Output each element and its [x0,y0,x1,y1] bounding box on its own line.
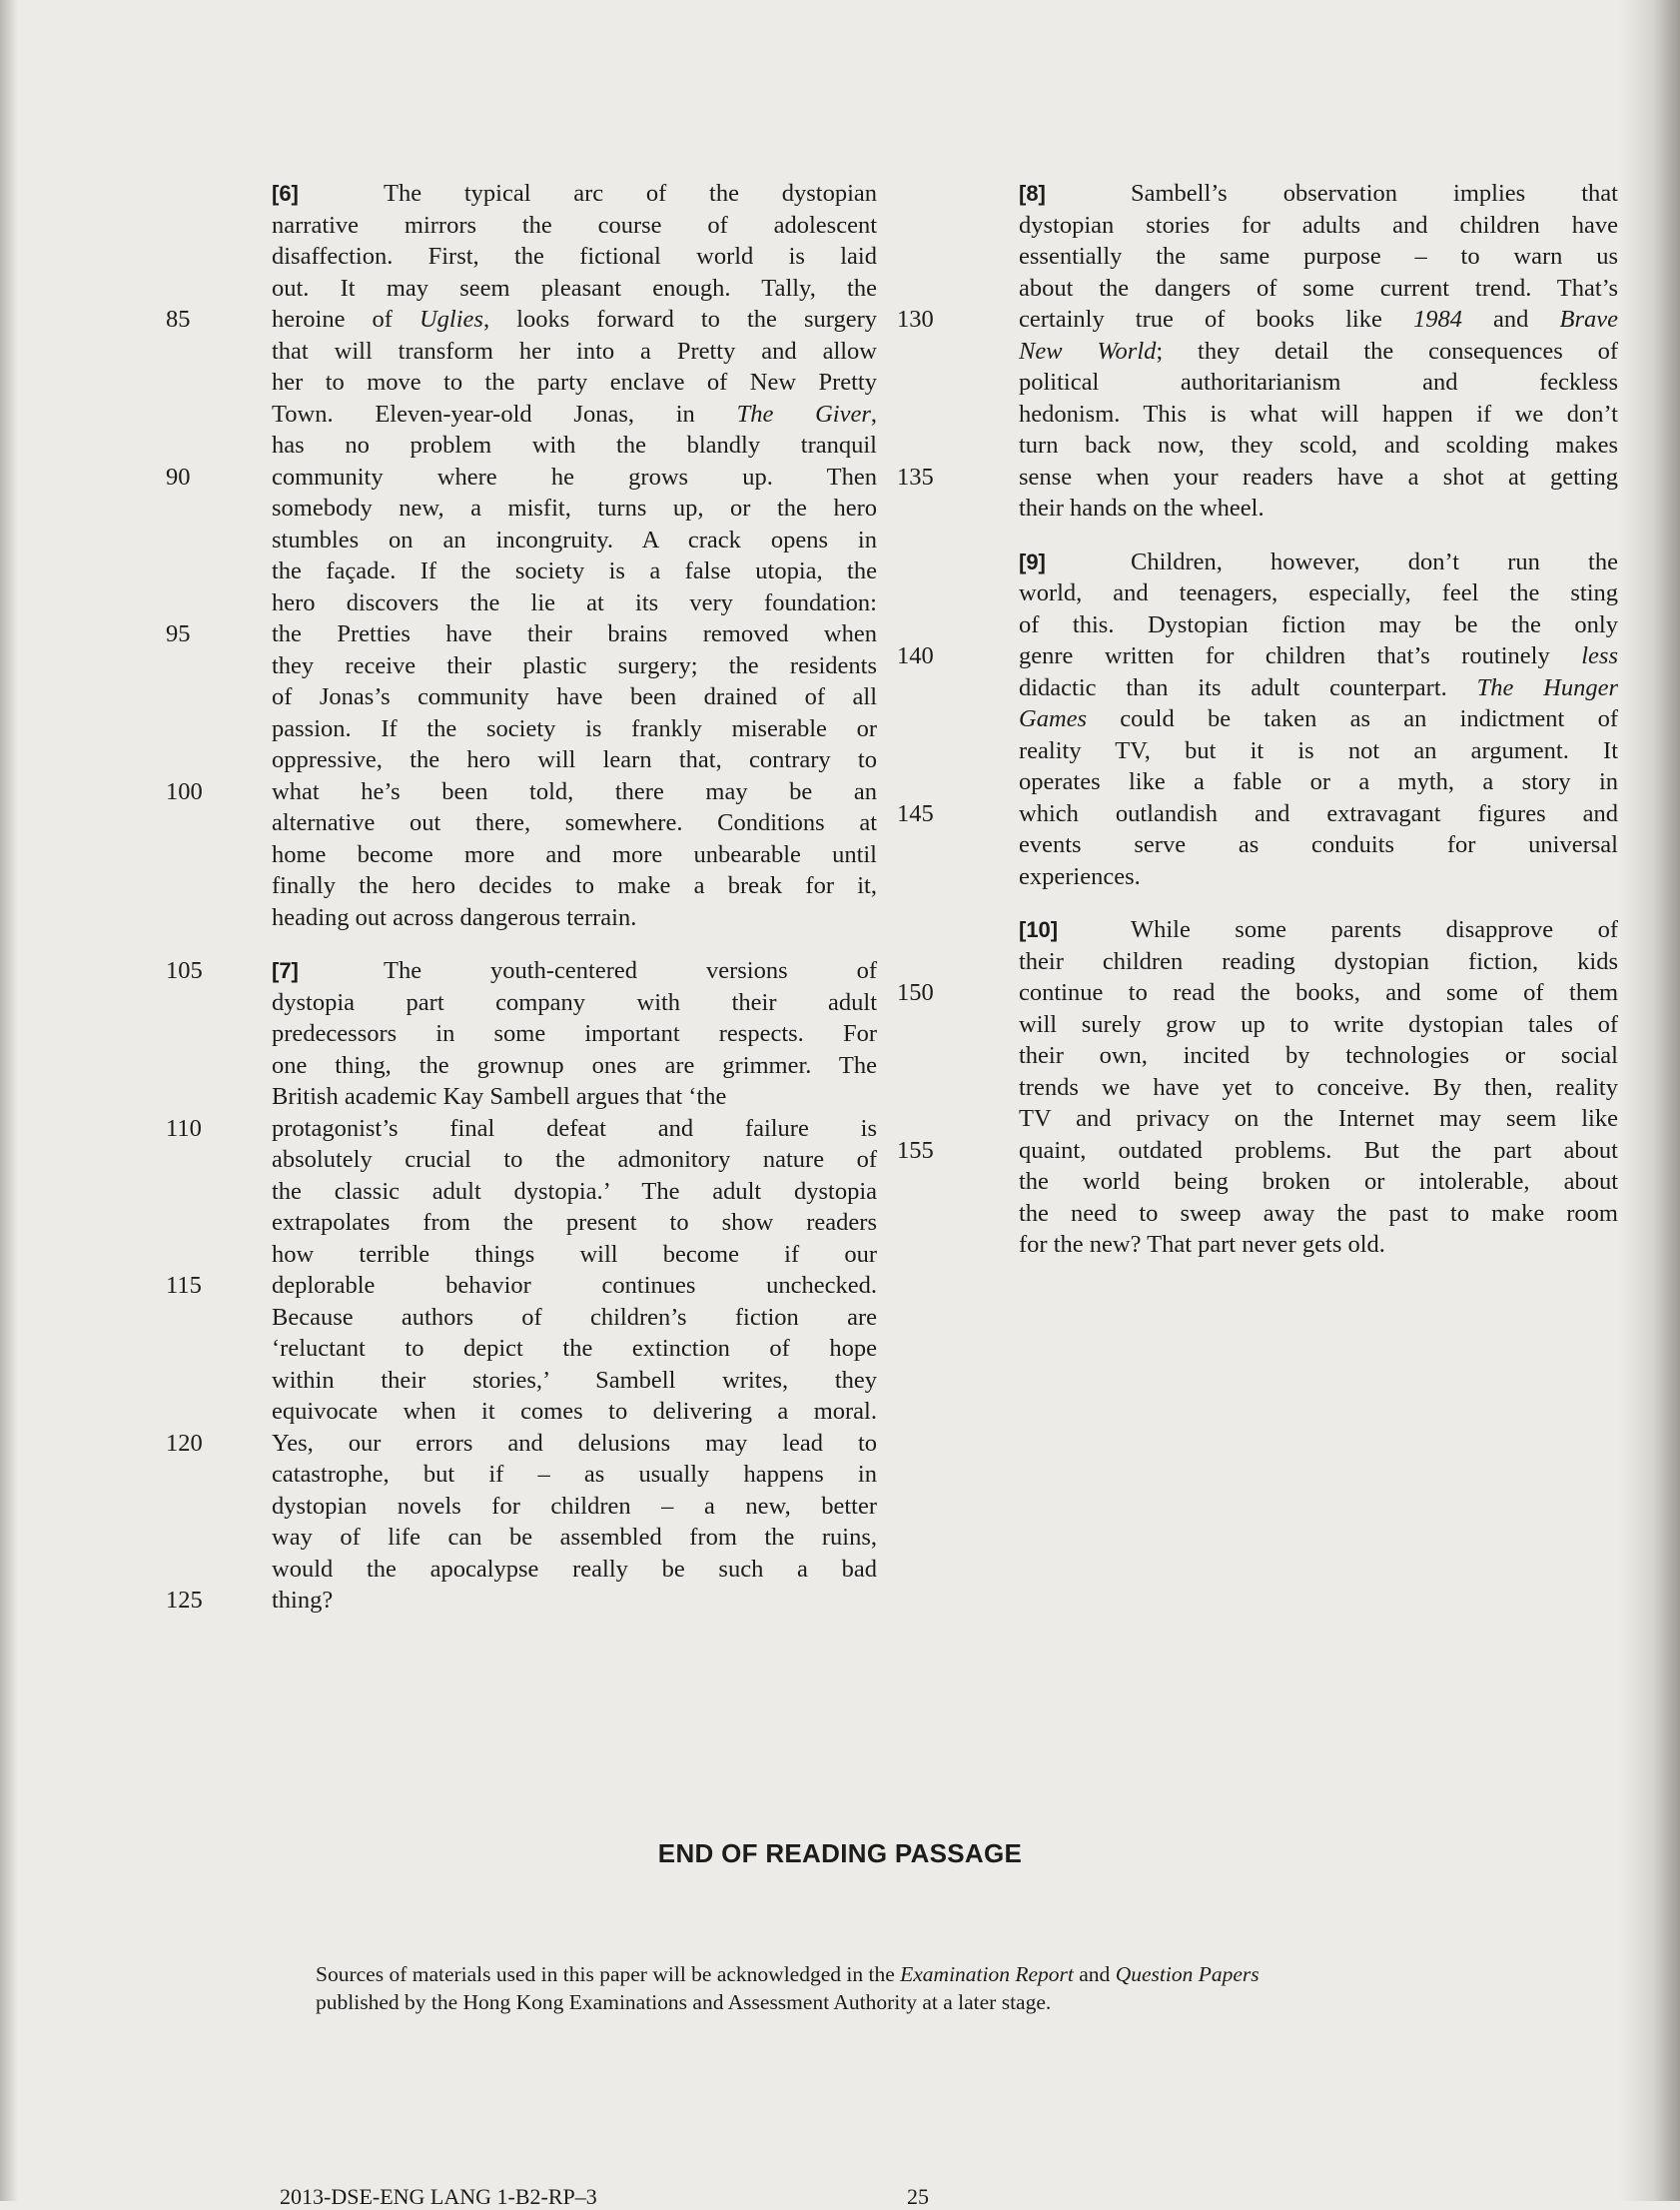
text-run: published by the Hong Kong Examinations and Assessment Authority at a later stage. [316,1990,1052,2014]
text-line [1019,1009,1618,1041]
text-line [272,1018,877,1050]
italic-title: 1984 [1412,306,1462,333]
text-line [272,587,877,619]
text-run: events serve as conduits for universal [1019,831,1618,858]
text-run: the façade. If the society is a false utopia, the [272,557,877,584]
text-run: protagonist’s final defeat and failure is [272,1114,877,1142]
text-run: The typical arc of the dystopian [384,180,877,207]
text-run: thing? [272,1587,334,1614]
sources-note [316,1960,1606,2016]
line-number: 155 [897,1136,934,1164]
text-line [1019,1072,1618,1104]
text-run: genre written for children that’s routinely [1019,642,1582,669]
text-run: that will transform her into a Pretty and allow [272,337,877,365]
end-of-passage-heading: END OF READING PASSAGE [657,1838,1023,1868]
line-number: 150 [897,979,934,1006]
text-line [272,1333,877,1365]
text-run: the world being broken or intolerable, about [1019,1168,1618,1195]
paragraph-number: [8] [1019,181,1046,206]
text-run: essentially the same purpose – to warn us [1019,243,1618,270]
italic-title: Question Papers [1115,1962,1260,1986]
italic-title: Brave [1559,306,1618,333]
text-line [897,640,1618,672]
text-line [272,178,877,210]
italic-title: Uglies [419,306,483,333]
text-line [272,1239,877,1271]
text-line [272,399,877,431]
text-line [1019,273,1618,305]
text-line [272,1522,877,1554]
text-run: TV and privacy on the Internet may seem like [1019,1105,1618,1132]
text-line [272,650,877,682]
text-run: finally the hero decides to make a break for it, [272,872,877,899]
italic-title: The Hunger [1476,673,1618,701]
text-line [272,525,877,556]
text-run: one thing, the grownup ones are grimmer. The [272,1051,877,1079]
text-line [166,955,877,987]
text-line [166,462,877,494]
text-line [272,210,877,242]
footer-paper-code: 2013-DSE-ENG LANG 1-B2-RP–3 [280,2184,597,2209]
italic-title: New World [1019,337,1157,365]
text-line [272,1365,877,1397]
text-line [897,1135,1618,1167]
text-run: out. It may seem pleasant enough. Tally, the [272,274,877,302]
text-run: dystopian stories for adults and children have [1019,211,1618,239]
italic-title: The Giver [736,400,871,428]
text-run: deplorable behavior continues unchecked. [272,1272,877,1299]
text-line [272,987,877,1019]
paragraph [166,955,877,1617]
text-run: their hands on the wheel. [1019,495,1264,522]
text-line [166,1428,877,1460]
text-line [1019,493,1618,525]
text-line [272,1176,877,1208]
text-run: home become more and more unbearable until [272,840,877,868]
text-run: for the new? That part never gets old. [1019,1231,1385,1258]
text-line [272,273,877,305]
text-line [272,1081,877,1113]
text-line [272,902,877,934]
text-line [1019,430,1618,462]
text-line [1019,1198,1618,1230]
line-number: 120 [166,1429,203,1457]
italic-title: Examination Report [900,1962,1074,1986]
line-number: 145 [897,799,934,827]
paragraph-number: [10] [1019,917,1059,942]
text-line [272,1207,877,1239]
text-run: dystopian novels for children – a new, better [272,1492,877,1520]
text-line [1019,1229,1618,1261]
text-line [272,430,877,462]
line-number: 105 [166,957,203,984]
text-run: quaint, outdated problems. But the part about [1019,1136,1618,1164]
text-run: dystopia part company with their adult [272,988,877,1016]
text-run: trends we have yet to conceive. By then, reality [1019,1073,1618,1101]
text-run: Yes, our errors and delusions may lead to [272,1429,877,1457]
text-run: the classic adult dystopia.’ The adult dystopia [272,1177,877,1205]
text-run: they receive their plastic surgery; the residents [272,651,877,679]
text-line [166,776,877,808]
text-run: hero discovers the lie at its very foundation: [272,588,877,616]
text-run: equivocate when it comes to delivering a moral. [272,1398,877,1425]
text-line [272,1302,877,1334]
text-run: and [1073,1962,1116,1986]
line-number: 140 [897,642,934,669]
text-line [166,304,878,336]
text-run: political authoritarianism and feckless [1019,369,1618,396]
text-run: narrative mirrors the course of adolescent [272,211,877,239]
text-run: , looks forward to the surgery [482,306,878,333]
text-line [1019,735,1618,767]
left-column [166,178,878,1639]
text-run: hedonism. This is what will happen if we don’t [1019,400,1618,428]
text-run: operates like a fable or a myth, a story in [1019,768,1618,795]
text-run: within their stories,’ Sambell writes, they [272,1366,877,1394]
text-run: oppressive, the hero will learn that, contrary to [272,746,877,773]
text-line [897,462,1618,494]
text-run: about the dangers of some current trend. That’s [1019,274,1618,302]
paragraph-number: [6] [272,181,299,206]
text-run: ‘reluctant to depict the extinction of hope [272,1335,877,1362]
text-line [166,618,877,650]
text-line [1019,336,1618,368]
text-line [272,1491,877,1523]
line-number: 85 [166,306,191,333]
text-run: extrapolates from the present to show readers [272,1209,877,1236]
text-line [1019,914,1618,946]
paragraph-number: [9] [1019,549,1046,574]
text-run: The youth-centered versions of [384,957,877,984]
text-run: British academic Kay Sambell argues that ‘the [272,1083,727,1110]
text-run: what he’s been told, there may be an [272,777,877,805]
text-run: catastrophe, but if – as usually happens in [272,1461,877,1488]
text-run: the need to sweep away the past to make room [1019,1199,1618,1227]
text-line [1019,946,1618,978]
scan-shadow-left [0,0,18,2201]
text-line [272,1554,877,1586]
text-line [1019,577,1618,609]
line-number: 130 [897,306,934,333]
text-run: stumbles on an incongruity. A crack opens in [272,526,877,553]
text-line [166,1585,877,1617]
text-run: reality TV, but it is not an argument. It [1019,736,1618,764]
text-run: their own, incited by technologies or social [1019,1042,1618,1069]
text-line [272,839,877,871]
paragraph [166,178,878,933]
text-run: passion. If the society is frankly miserable or [272,714,877,742]
text-run: Children, however, don’t run the [1131,548,1618,575]
text-run: Sources of materials used in this paper will be acknowledged in the [316,1962,901,1986]
text-line [272,1459,877,1491]
text-run: alternative out there, somewhere. Conditions at [272,809,877,836]
text-line [272,367,877,399]
text-line [272,744,877,776]
text-line [1019,178,1618,210]
line-number: 100 [166,777,203,805]
text-run: didactic than its adult counterpart. [1019,673,1477,701]
text-run: world, and teenagers, especially, feel the sting [1019,579,1618,606]
text-line [272,1144,877,1176]
text-run: would the apocalypse really be such a bad [272,1555,877,1583]
text-run: community where he grows up. Then [272,463,877,491]
text-run: could be taken as an indictment of [1087,705,1618,732]
paragraph [897,178,1619,525]
text-run: ; they detail the consequences of [1156,337,1619,365]
text-line [1019,1166,1618,1198]
text-line [1019,210,1618,242]
text-line [897,977,1618,1009]
text-line [1019,1103,1618,1135]
text-run: heading out across dangerous terrain. [272,903,637,931]
paragraph [897,547,1618,893]
text-line [272,336,877,368]
text-line [897,304,1618,336]
line-number: 135 [897,463,934,491]
text-run: Sambell’s observation implies that [1131,180,1618,207]
text-line [166,1113,877,1145]
text-run: her to move to the party enclave of New Pretty [272,369,877,396]
text-run: continue to read the books, and some of them [1019,979,1618,1006]
text-run: Because authors of children’s fiction are [272,1303,877,1331]
text-run: Town. Eleven-year-old Jonas, in [272,400,737,428]
line-number: 95 [166,620,191,647]
text-run: sense when your readers have a shot at getting [1019,463,1618,491]
text-run: of Jonas’s community have been drained of all [272,683,877,710]
line-number: 115 [166,1272,202,1299]
text-line [1019,766,1618,798]
text-run: which outlandish and extravagant figures and [1019,799,1618,827]
scan-shadow-right [1620,0,1680,2201]
text-line [1019,241,1618,273]
text-run: , [870,400,877,428]
text-run: While some parents disapprove of [1131,916,1618,943]
text-line [897,798,1618,830]
text-run: absolutely crucial to the admonitory nature of [272,1146,877,1173]
line-number: 90 [166,463,191,491]
text-line [272,870,877,902]
text-run: of this. Dystopian fiction may be the only [1019,610,1618,638]
text-line [1019,367,1618,399]
text-run: somebody new, a misfit, turns up, or the hero [272,495,877,522]
text-line [272,1396,877,1428]
text-run: predecessors in some important respects. For [272,1020,877,1047]
text-line [272,807,877,839]
text-line [272,241,877,273]
text-run: the Pretties have their brains removed when [272,620,877,647]
text-run: and [1461,306,1560,333]
text-line [272,713,877,745]
line-number: 110 [166,1114,202,1142]
text-run: heroine of [272,306,420,333]
text-line [1019,703,1618,735]
text-run: their children reading dystopian fiction, kids [1019,947,1618,975]
text-line [1019,399,1618,431]
sources-line [316,1960,1606,1988]
footer-page-number: 25 [907,2184,929,2209]
text-line [1019,547,1618,578]
right-column [897,178,1619,1283]
text-line [1019,1040,1618,1072]
paragraph-number: [7] [272,958,299,983]
text-line [1019,609,1618,641]
text-line [1019,829,1618,861]
text-run: turn back now, they scold, and scolding makes [1019,432,1618,459]
line-number: 125 [166,1587,203,1614]
text-run: way of life can be assembled from the ruins, [272,1524,877,1551]
italic-title: less [1581,642,1618,669]
text-line [272,493,877,525]
text-line [1019,861,1618,893]
text-run: certainly true of books like [1019,306,1413,333]
text-line [272,681,877,713]
text-run: has no problem with the blandly tranquil [272,432,877,459]
text-line [272,1050,877,1082]
text-line [272,555,877,587]
text-line [1019,672,1618,704]
text-line [166,1270,877,1302]
text-run: disaffection. First, the fictional world is laid [272,243,877,270]
text-run: experiences. [1019,862,1141,890]
paragraph [897,914,1618,1261]
text-run: will surely grow up to write dystopian tales of [1019,1010,1618,1038]
sources-line [316,1988,1606,2016]
text-run: how terrible things will become if our [272,1240,877,1268]
italic-title: Games [1019,705,1088,732]
